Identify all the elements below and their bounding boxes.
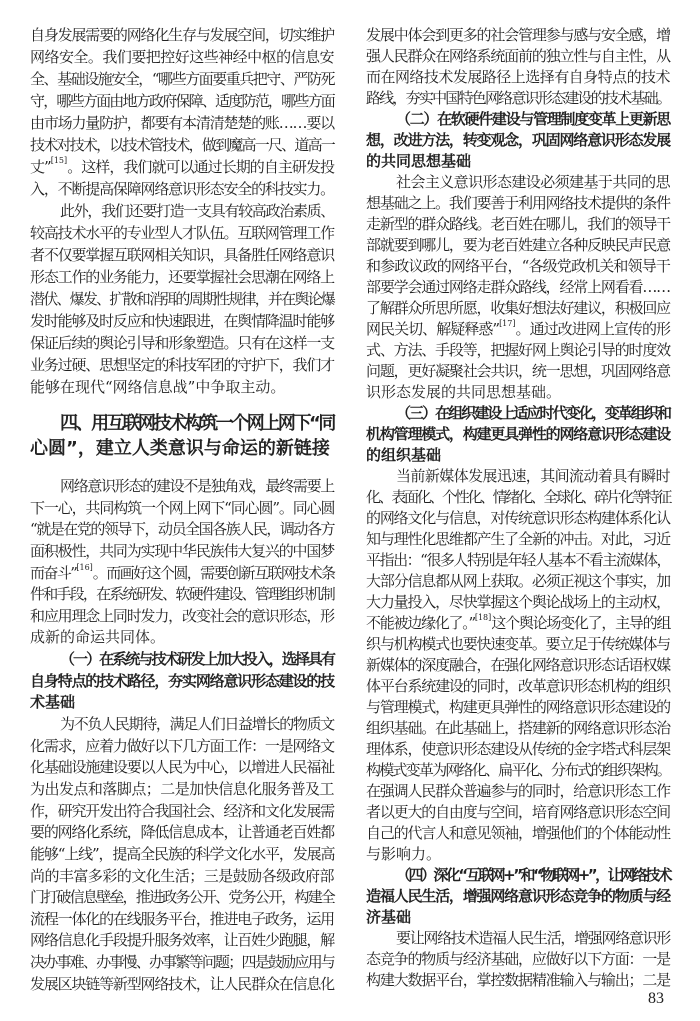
text-line: 技术对技术，以技术管技术，做到魔高一尺、道高一 <box>30 136 335 154</box>
text-segment: 这个舆论场变化了，主导的组 <box>491 613 671 632</box>
text-line: 下一心，共同构筑一个网上网下“同心圆”。同心圆 <box>30 498 335 517</box>
paragraph <box>366 928 670 991</box>
text-line: 和应用理念上同时发力，改变社会的意识形态，形 <box>30 606 335 625</box>
text-line: 强人民群众在网络系统面前的独立性与自主性，从 <box>366 46 671 65</box>
text-line: 组织基础。在此基础上，搭建新的网络意识形态治 <box>366 718 671 737</box>
text-line: 为不负人民期待，满足人们日益增长的物质文 <box>60 715 335 734</box>
text-line: 与影响力。 <box>366 844 442 863</box>
text-line: 业务过硬、思想坚定的科技军团的守护下，我们才 <box>30 356 335 374</box>
text-line: 网络安全。我们要把控好这些神经中枢的信息安 <box>30 48 335 66</box>
text-line: 作，研究开发出符合我国社会、经济和文化发展需 <box>30 801 335 820</box>
text-line: 者以更大的自由度与空间，培育网络意识形态空间 <box>366 802 671 821</box>
text-line: 潜伏、爆发、扩散和消弭的周期性规律，并在舆论爆 <box>30 290 335 308</box>
text-line: 大力量投入，尽快掌握这个舆论战场上的主动权， <box>366 592 671 611</box>
text-segment: 。这样，我们就可以通过长期的自主研发投 <box>67 158 334 176</box>
text-line: 造福人民生活，增强网络意识形态竞争的物质与经 <box>366 886 671 905</box>
text-line: 能够“上线”，提高全民族的科学文化水平，发展高 <box>30 844 335 863</box>
text-line: 问题，更好凝聚社会共识，统一思想，巩固网络意 <box>366 361 671 380</box>
text-line: 济基础 <box>366 907 412 926</box>
text-line: 化需求，应着力做好以下几方面工作：一是网络文 <box>30 736 335 755</box>
text-line: 尚的丰富多彩的文化生活；三是鼓励各级政府部 <box>30 866 335 885</box>
text-line: 网络信息化手段提升服务效率，让百姓少跑腿，解 <box>30 931 335 950</box>
text-segment: 而奋斗” <box>30 563 77 582</box>
text-line <box>30 156 334 178</box>
text-line: “就是在党的领导下，动员全国各族人民，调动各方 <box>30 520 334 539</box>
text-line: 发展中体会到更多的社会管理参与感与安全感，增 <box>366 25 671 44</box>
text-line: 路线，夯实中国特色网络意识形态建设的技术基础。 <box>366 88 671 107</box>
text-line: 较高技术水平的专业型人才队伍。互联网管理工作 <box>30 224 335 242</box>
text-line: 保证后续的舆论引导和形象塑造。只有在这样一支 <box>30 334 335 352</box>
page-number: 83 <box>648 990 664 1007</box>
text-segment: 丈” <box>30 158 51 176</box>
text-line: 的组织基础 <box>366 445 442 464</box>
text-line: 流程一体化的在线服务平台，推进电子政务，运用 <box>30 909 335 928</box>
text-line: 和参政议政的网络平台，“各级党政机关和领导干 <box>366 256 670 275</box>
text-segment: 不能被边缘化了。” <box>366 613 475 632</box>
text-line: 体平台系统建设的同时，改革意识形态机构的组织 <box>366 676 671 695</box>
text-segment: 网民关切、解疑释惑” <box>366 319 500 338</box>
text-line: 了解群众所思所愿，收集好想法好建议，积极回应 <box>366 298 671 317</box>
text-line: 自身特点的技术路径，夯实网络意识形态建设的技 <box>30 671 335 690</box>
footnote-reference[interactable]: [18] <box>474 612 492 622</box>
right-column <box>366 25 670 991</box>
text-line: 发展区块链等新型网络技术，让人民群众在信息化 <box>30 974 335 993</box>
text-line: 与管理模式，构建更具弹性的网络意识形态建设的 <box>366 697 671 716</box>
text-line: 者不仅要掌握互联网相关知识，具备胜任网络意识 <box>30 246 335 264</box>
text-line: 知与理性化思维都产生了全新的冲击。对此，习近 <box>366 529 671 548</box>
section-heading-four <box>30 411 334 461</box>
text-line: （二）在软硬件建设与管理制度变革上更新思 <box>396 109 671 128</box>
section-heading-text <box>30 411 334 461</box>
text-line: 形态工作的业务能力，还要掌握社会思潮在网络上 <box>30 268 335 286</box>
text-line: 的网络文化与信息，对传统意识形态构建体系化认 <box>366 508 671 527</box>
footnote-reference[interactable]: [15] <box>50 156 68 165</box>
text-line: （三）在组织建设上适应时代变化，变革组织和 <box>396 403 671 422</box>
text-line: 术基础 <box>30 693 76 712</box>
text-line: 网络意识形态的建设不是独角戏，最终需要上 <box>60 477 335 495</box>
text-line <box>366 613 670 634</box>
left-column-top <box>30 24 334 398</box>
paragraph <box>30 200 334 398</box>
text-line: 社会主义意识形态建设必须建基于共同的思 <box>396 172 671 191</box>
text-line <box>30 563 334 585</box>
text-line: 四、用互联网技术构筑一个网上网下“同 <box>60 412 334 434</box>
paragraph <box>30 714 334 995</box>
subsection-heading <box>366 109 670 172</box>
text-line: 自身发展需要的网络化生存与发展空间，切实维护 <box>30 26 335 44</box>
text-line: 自己的代言人和意见领袖，增强他们的个体能动性 <box>366 823 671 842</box>
text-line: 式、方法、手段等，把握好网上舆论引导的时度效 <box>366 340 671 359</box>
text-line: 面积极性，共同为实现中华民族伟大复兴的中国梦 <box>30 541 335 560</box>
text-line: 构建大数据平台，掌控数据精准输入与输出；二是 <box>366 970 671 989</box>
text-line: 决办事难、办事慢、办事繁等问题；四是鼓励应用与 <box>30 953 335 972</box>
text-line: 大部分信息都从网上获取。必须正视这个事实，加 <box>366 571 671 590</box>
text-line: 全、基础设施安全，“哪些方面要重兵把守、严防死 <box>30 70 334 88</box>
text-line: 织与机构模式也要快速变革。要立足于传统媒体与 <box>366 634 671 653</box>
text-line: 平指出：“很多人特别是年轻人基本不看主流媒体， <box>366 550 670 569</box>
text-line: 在强调人民群众普遍参与的同时，给意识形态工作 <box>366 781 671 800</box>
subsection-heading <box>366 403 670 466</box>
text-line: 走新型的群众路线。老百姓在哪儿，我们的领导干 <box>366 214 671 233</box>
text-line: 件和手段，在系统研发、软硬件建设、管理组织机制 <box>30 585 335 604</box>
text-line: 而在网络技术发展路径上选择有自身特点的技术 <box>366 67 671 86</box>
text-line: 能够在现代“网络信息战”中争取主动。 <box>30 378 286 396</box>
paragraph <box>366 25 670 109</box>
paragraph <box>366 172 670 403</box>
text-line: 想基础之上。我们要善于利用网络技术提供的条件 <box>366 193 671 212</box>
left-column-bottom <box>30 476 334 995</box>
text-line: 识形态发展的共同思想基础。 <box>366 382 562 401</box>
text-line: 要让网络技术造福人民生活，增强网络意识形 <box>396 928 671 947</box>
text-line: 化基础设施建设要以人民为中心，以增进人民福祉 <box>30 758 335 777</box>
text-line: 想，改进方法，转变观念，巩固网络意识形态发展 <box>366 130 671 149</box>
text-line <box>366 319 670 340</box>
text-line: 门打破信息壁垒，推进政务公开、党务公开，构建全 <box>30 888 335 907</box>
text-line: （一）在系统与技术研发上加大投入，选择具有 <box>60 650 335 669</box>
paragraph <box>30 24 334 200</box>
text-line: 构模式变革为网络化、扁平化、分布式的组织架构。 <box>366 760 671 779</box>
paragraph <box>30 476 334 649</box>
text-line: 要的网络化系统，降低信息成本，让普通老百姓都 <box>30 823 335 842</box>
text-line: 为出发点和落脚点；二是加快信息化服务普及工 <box>30 779 335 798</box>
text-line: 发时能够及时反应和快速跟进，在舆情降温时能够 <box>30 312 335 330</box>
left-column <box>30 24 334 995</box>
footnote-reference[interactable]: [16] <box>76 562 93 572</box>
text-line: 新媒体的深度融合，在强化网络意识形态话语权媒 <box>366 655 671 674</box>
text-line: 心圆”，建立人类意识与命运的新链接 <box>30 437 330 459</box>
text-segment: 。通过改进网上宣传的形 <box>515 319 670 338</box>
subsection-heading <box>366 865 670 928</box>
text-line: 当前新媒体发展迅速，其间流动着具有瞬时 <box>396 466 671 485</box>
text-line: 部要学会通过网络走群众路线，经常上网看看…… <box>366 277 671 296</box>
text-line: （四）深化“互联网+”和“物联网+”，让网络技术 <box>396 865 670 884</box>
text-line: 态竞争的物质与经济基础，应做好以下方面：一是 <box>366 949 671 968</box>
text-line: 守，哪些方面由地方政府保障、适度防范，哪些方面 <box>30 92 335 110</box>
text-line: 此外，我们还要打造一支具有较高政治素质、 <box>60 202 335 220</box>
text-line: 的共同思想基础 <box>366 151 472 170</box>
text-line: 理体系，使意识形态建设从传统的金字塔式科层架 <box>366 739 671 758</box>
text-line: 化、表面化、个性化、情绪化、全球化、碎片化等特征 <box>366 487 671 506</box>
text-line: 部就要到哪儿，要为老百姓建立各种反映民声民意 <box>366 235 671 254</box>
paragraph <box>366 466 670 865</box>
footnote-reference[interactable]: [17] <box>499 318 516 328</box>
text-line: 机构管理模式，构建更具弹性的网络意识形态建设 <box>366 424 671 443</box>
text-line: 由市场力量防护，都要有本清清楚楚的账……要以 <box>30 114 335 132</box>
text-segment: 。而画好这个圆，需要创新互联网技术条 <box>92 563 335 582</box>
text-line: 入，不断提高保障网络意识形态安全的科技实力。 <box>30 180 335 198</box>
subsection-heading <box>30 649 334 714</box>
text-line: 成新的命运共同体。 <box>30 628 166 647</box>
